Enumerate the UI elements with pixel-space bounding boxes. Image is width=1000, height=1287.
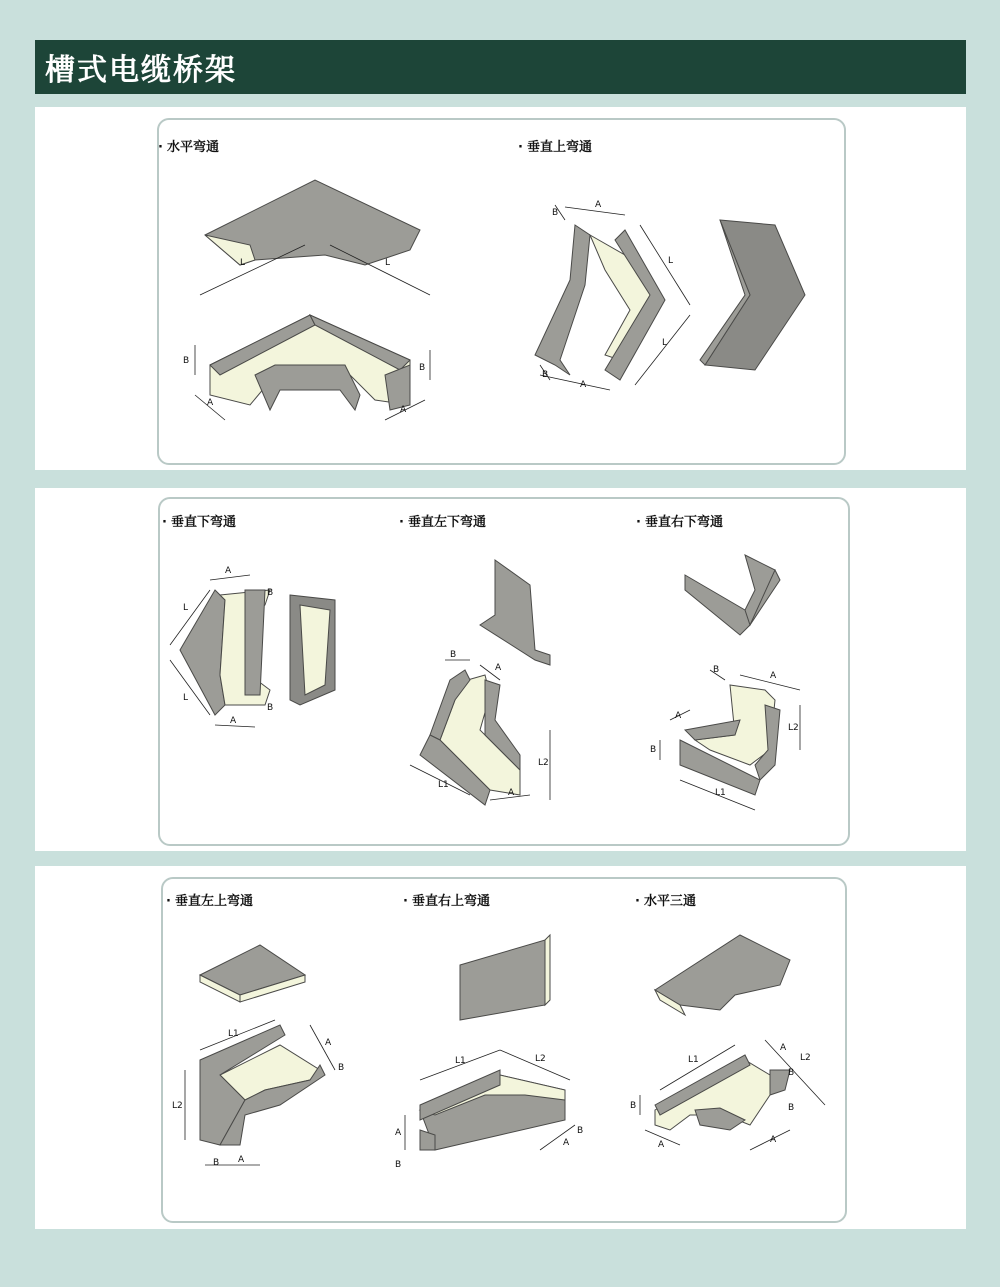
svg-text:A: A	[238, 1155, 245, 1165]
svg-text:A: A	[658, 1140, 665, 1150]
svg-text:A: A	[675, 711, 682, 721]
item-label-vertical-right-down-elbow: · 垂直右下弯通	[636, 515, 723, 530]
svg-text:A: A	[230, 716, 237, 726]
title-bar	[35, 40, 966, 94]
svg-text:B: B	[338, 1063, 345, 1073]
svg-text:A: A	[495, 663, 502, 673]
svg-text:L: L	[240, 258, 246, 268]
svg-text:L2: L2	[538, 758, 549, 768]
svg-text:A: A	[563, 1138, 570, 1148]
svg-text:L: L	[183, 603, 189, 613]
item-label-horizontal-tee: · 水平三通	[635, 894, 696, 909]
svg-text:B: B	[542, 370, 549, 380]
svg-text:L2: L2	[800, 1053, 811, 1063]
vertical-down-elbow-figure	[165, 565, 345, 735]
item-label-vertical-right-up-elbow: · 垂直右上弯通	[403, 894, 490, 909]
item-label-horizontal-elbow: · 水平弯通	[158, 140, 219, 155]
svg-text:L2: L2	[535, 1054, 546, 1064]
svg-text:L: L	[183, 693, 189, 703]
svg-text:B: B	[788, 1068, 795, 1078]
svg-text:L: L	[662, 338, 668, 348]
svg-text:B: B	[267, 703, 274, 713]
svg-text:B: B	[788, 1103, 795, 1113]
svg-text:B: B	[713, 665, 720, 675]
item-label-vertical-up-elbow: · 垂直上弯通	[518, 140, 592, 155]
svg-text:B: B	[395, 1160, 402, 1170]
svg-text:A: A	[780, 1043, 787, 1053]
svg-text:L1: L1	[228, 1029, 239, 1039]
svg-text:L: L	[668, 256, 674, 266]
svg-text:B: B	[630, 1101, 637, 1111]
svg-text:A: A	[325, 1038, 332, 1048]
svg-text:A: A	[770, 1135, 777, 1145]
svg-text:L1: L1	[715, 788, 726, 798]
svg-text:B: B	[183, 356, 190, 366]
svg-text:A: A	[595, 200, 602, 210]
svg-text:B: B	[552, 208, 559, 218]
svg-text:A: A	[400, 405, 407, 415]
item-label-vertical-left-down-elbow: · 垂直左下弯通	[399, 515, 486, 530]
svg-text:L2: L2	[788, 723, 799, 733]
svg-text:A: A	[207, 398, 214, 408]
vertical-right-down-elbow-figure	[650, 550, 820, 820]
svg-text:A: A	[508, 788, 515, 798]
svg-text:L1: L1	[438, 780, 449, 790]
svg-text:A: A	[225, 566, 232, 576]
svg-text:B: B	[450, 650, 457, 660]
svg-text:B: B	[577, 1126, 584, 1136]
svg-text:A: A	[580, 380, 587, 390]
svg-text:L1: L1	[688, 1055, 699, 1065]
vertical-up-elbow-figure	[540, 195, 810, 405]
svg-text:A: A	[395, 1128, 402, 1138]
svg-text:B: B	[213, 1158, 220, 1168]
svg-text:A: A	[770, 671, 777, 681]
item-label-vertical-left-up-elbow: · 垂直左上弯通	[166, 894, 253, 909]
item-label-vertical-down-elbow: · 垂直下弯通	[162, 515, 236, 530]
svg-text:B: B	[419, 363, 426, 373]
horizontal-tee-figure	[630, 930, 830, 1170]
vertical-left-down-elbow-figure	[410, 555, 570, 815]
svg-text:B: B	[267, 588, 274, 598]
page-title: 槽式电缆桥架	[45, 53, 237, 88]
svg-text:B: B	[650, 745, 657, 755]
svg-text:L: L	[385, 258, 391, 268]
vertical-right-up-elbow-figure	[395, 935, 585, 1185]
horizontal-elbow-figure	[183, 175, 440, 435]
svg-text:L2: L2	[172, 1101, 183, 1111]
svg-text:L1: L1	[455, 1056, 466, 1066]
vertical-left-up-elbow-figure	[172, 940, 350, 1185]
